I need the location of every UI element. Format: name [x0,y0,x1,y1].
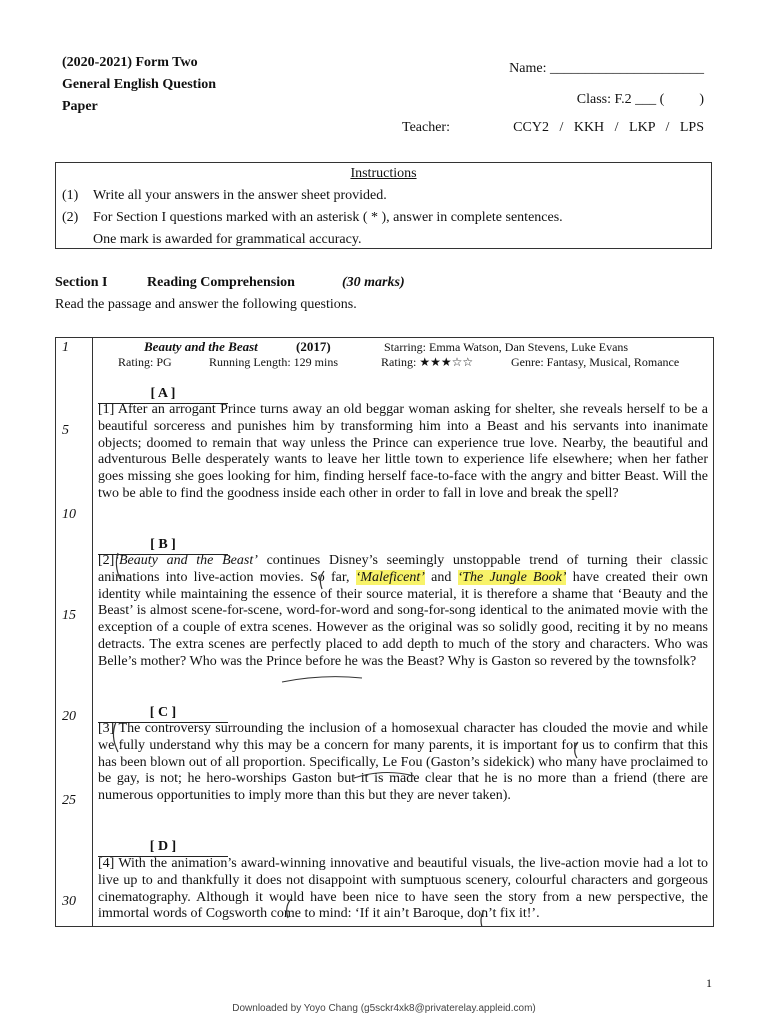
line-number: 1 [62,340,69,355]
paragraph-heading-d: [ D ] [98,839,228,857]
paragraph-c-text: [3] The controversy surrounding the inclusion of a homosexual character has clouded the movie and while we fully understand why this may be a concern for many parents, it is important for us to confirm that this has been blown out of all proportion. Specifically, Le Fou (Gaston’s sidekick) who many have proclaimed to be gay, is not; he hero-worships Gaston but it is made clear that he is no more than a friend (there are numerous opportunities to imply more than this but they are never taken). [98,721,708,804]
running-length: Running Length: 129 mins [209,355,338,369]
name-field: Name: ______________________ [509,61,704,76]
instruction-text-2: For Section I questions marked with an asterisk ( * ), answer in complete sentences. [93,210,563,225]
instruction-num-1: (1) [62,188,79,203]
highlight-maleficent: ‘Maleficent’ [355,569,425,585]
line-number: 5 [62,423,69,438]
section-marks: (30 marks) [342,275,405,290]
instructions-title: Instructions [350,166,417,181]
section-direction: Read the passage and answer the following questions. [55,297,357,312]
line-number: 20 [62,709,76,724]
instructions-box [55,162,712,249]
paragraph-heading-b: [ B ] [98,537,228,555]
instruction-text-1: Write all your answers in the answer sheet provided. [93,188,387,203]
paragraph-b-title: ‘Beauty and the Beast’ [114,553,258,568]
rating-pg: Rating: PG [118,355,172,369]
line-number: 15 [62,608,76,623]
class-field: Class: F.2 ___ ( ) [576,92,704,107]
passage-table [55,337,714,927]
starring: Starring: Emma Watson, Dan Stevens, Luke Evans [384,340,629,354]
paragraph-b-text-1: continues Disney’s seemingly unstoppable trend of turning their classic animations into live-action movies. So far, [98,553,708,585]
genre: Genre: Fantasy, Musical, Romance [511,355,680,369]
download-footer: Downloaded by Yoyo Chang (g5sckr4xk8@privaterelay.appleid.com) [232,1003,536,1014]
line-number: 30 [62,894,76,909]
movie-year: (2017) [296,339,331,354]
paragraph-a-text: [1] After an arrogant Prince turns away an old beggar woman asking for shelter, she reveals herself to be a beautiful sorceress and punishes him by transforming him into a Beast and his servants into inanimate objects; doomed to remain that way unless the Prince can experience true love. Nearby, the beautiful and adventurous Belle desperately wants to leave her little town to experience life elsewhere; when her father goes missing she goes looking for him, finding herself face-to-face with the angry and bitter Beast. Will the two be able to find the goodness inside each other in order to fall in love and break the spell? [98,402,708,501]
paragraph-d-text: [4] With the animation’s award-winning innovative and beautiful visuals, the live-action movie had a lot to live up to and thankfully it does not disappoint with sumptuous scenery, colourful characters and gorgeous cinematography. Although it would have been nice to have seen the story from a new perspective, the immortal words of Cogsworth come to mind: ‘If it ain’t Baroque, don’t fix it!’. [98,856,708,922]
line-number: 10 [62,507,76,522]
paragraph-b-prefix: [2] [98,553,115,568]
teacher-options: CCY2 / KKH / LKP / LPS [513,120,704,135]
paper-title-line2: Paper [62,99,98,114]
teacher-label: Teacher: [402,120,450,135]
paragraph-heading-a: [ A ] [98,386,228,404]
section-number: Section I [55,275,108,290]
handwritten-marks [56,338,713,926]
paragraph-b-text-2: have created their own identity while maintaining the essence of their source material, it is therefore a shame that ‘Beauty and the Beast’ is almost scene-for-scene, word-for-word and song-for-song identical to the animated movie with the exception of a couple of extra scenes. However as the original was so solidly good, reciting it by no means detracts. The extra scenes are perfectly placed to add depth to much of the story and characters. Who was Belle’s mother? Who was the Prince before he was the Beast? Why is Gaston so revered by the townsfolk? [98,569,708,669]
paper-header [62,52,216,118]
movie-title: Beauty and the Beast [144,339,258,354]
highlight-jungle-book: ‘The Jungle Book’ [457,569,567,585]
instruction-continuation: One mark is awarded for grammatical accuracy. [93,232,362,247]
rating-stars: Rating: ★★★☆☆ [381,355,474,369]
instruction-num-2: (2) [62,210,79,225]
paper-title-line1: General English Question [62,77,217,92]
line-number: 25 [62,793,76,808]
paragraph-heading-c: [ C ] [98,705,228,723]
page-number: 1 [706,976,712,990]
paragraph-b-and: and [424,569,458,585]
year-form: (2020-2021) Form Two [62,55,198,70]
section-title: Reading Comprehension [147,275,295,290]
